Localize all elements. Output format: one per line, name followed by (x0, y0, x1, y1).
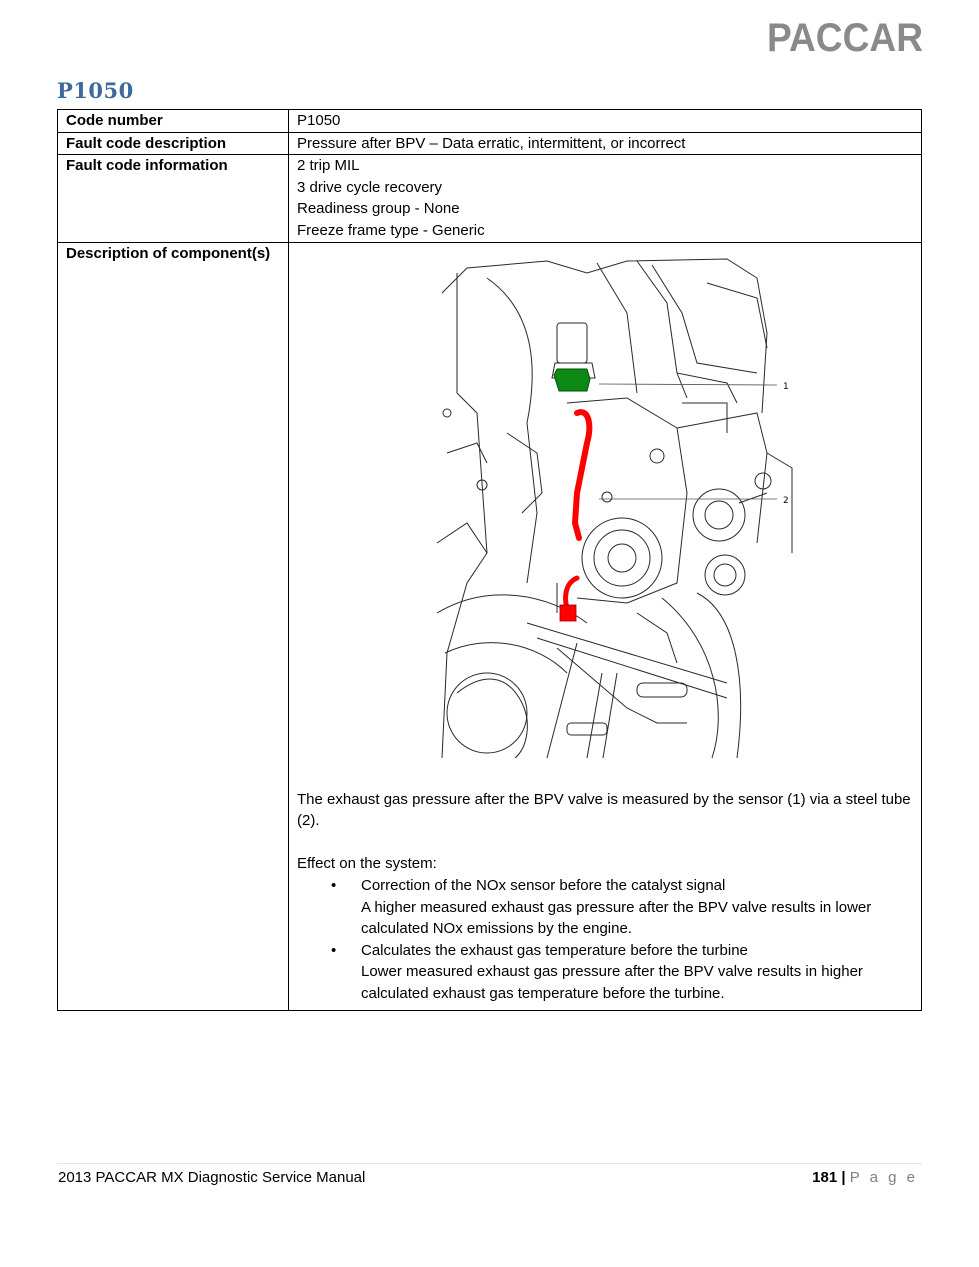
engine-diagram (427, 253, 799, 773)
code-number-value: P1050 (289, 110, 922, 133)
component-label: Description of component(s) (58, 242, 289, 1010)
info-line: 3 drive cycle recovery (297, 178, 443, 196)
pressure-sensor (554, 369, 590, 391)
effects-list (297, 875, 913, 1005)
page-label: P a g e (849, 1169, 918, 1186)
component-description: The exhaust gas pressure after the BPV valve is measured by the sensor (1) via a steel tube (2). (297, 790, 911, 830)
list-item (361, 875, 913, 940)
component-cell (289, 242, 922, 1010)
info-line: 2 trip MIL (297, 157, 360, 175)
table-row (58, 155, 922, 242)
table-row (58, 242, 922, 1010)
tube-fitting (560, 605, 576, 621)
page-separator: | (841, 1169, 846, 1186)
fault-information-value (289, 155, 922, 242)
info-line: Readiness group - None (297, 200, 460, 218)
info-line: Freeze frame type - Generic (297, 221, 485, 239)
page-number: 181 (812, 1169, 838, 1186)
effect-title: • Calculates the exhaust gas temperature before the turbine (361, 941, 748, 959)
footer-page-info (812, 1169, 918, 1186)
callout-2: 2 (783, 495, 789, 506)
svg-text:PACCAR: PACCAR (767, 18, 924, 58)
fault-information-label: Fault code information (58, 155, 289, 242)
effect-title: • Correction of the NOx sensor before the catalyst signal (361, 876, 726, 894)
callout-1: 1 (783, 381, 789, 392)
effect-detail: Lower measured exhaust gas pressure after the BPV valve results in higher calculated exhaust gas temperature before the turbine. (361, 963, 863, 1002)
steel-tube (575, 412, 589, 538)
code-number-label: Code number (58, 110, 289, 133)
table-row (58, 132, 922, 155)
paccar-logo (766, 18, 924, 58)
table-row (58, 110, 922, 133)
effect-heading: Effect on the system: (297, 855, 437, 873)
footer-manual-title: 2013 PACCAR MX Diagnostic Service Manual (58, 1169, 366, 1186)
fault-description-value: Pressure after BPV – Data erratic, intermittent, or incorrect (289, 132, 922, 155)
effect-detail: A higher measured exhaust gas pressure after the BPV valve results in lower calculated NOx emissions by the engine. (361, 898, 872, 938)
fault-code-table (57, 109, 922, 1011)
page-title: P1050 (57, 78, 134, 103)
list-item (361, 940, 913, 1005)
steel-tube-lower (566, 578, 577, 608)
fault-description-label: Fault code description (58, 132, 289, 155)
footer-divider (57, 1163, 922, 1164)
